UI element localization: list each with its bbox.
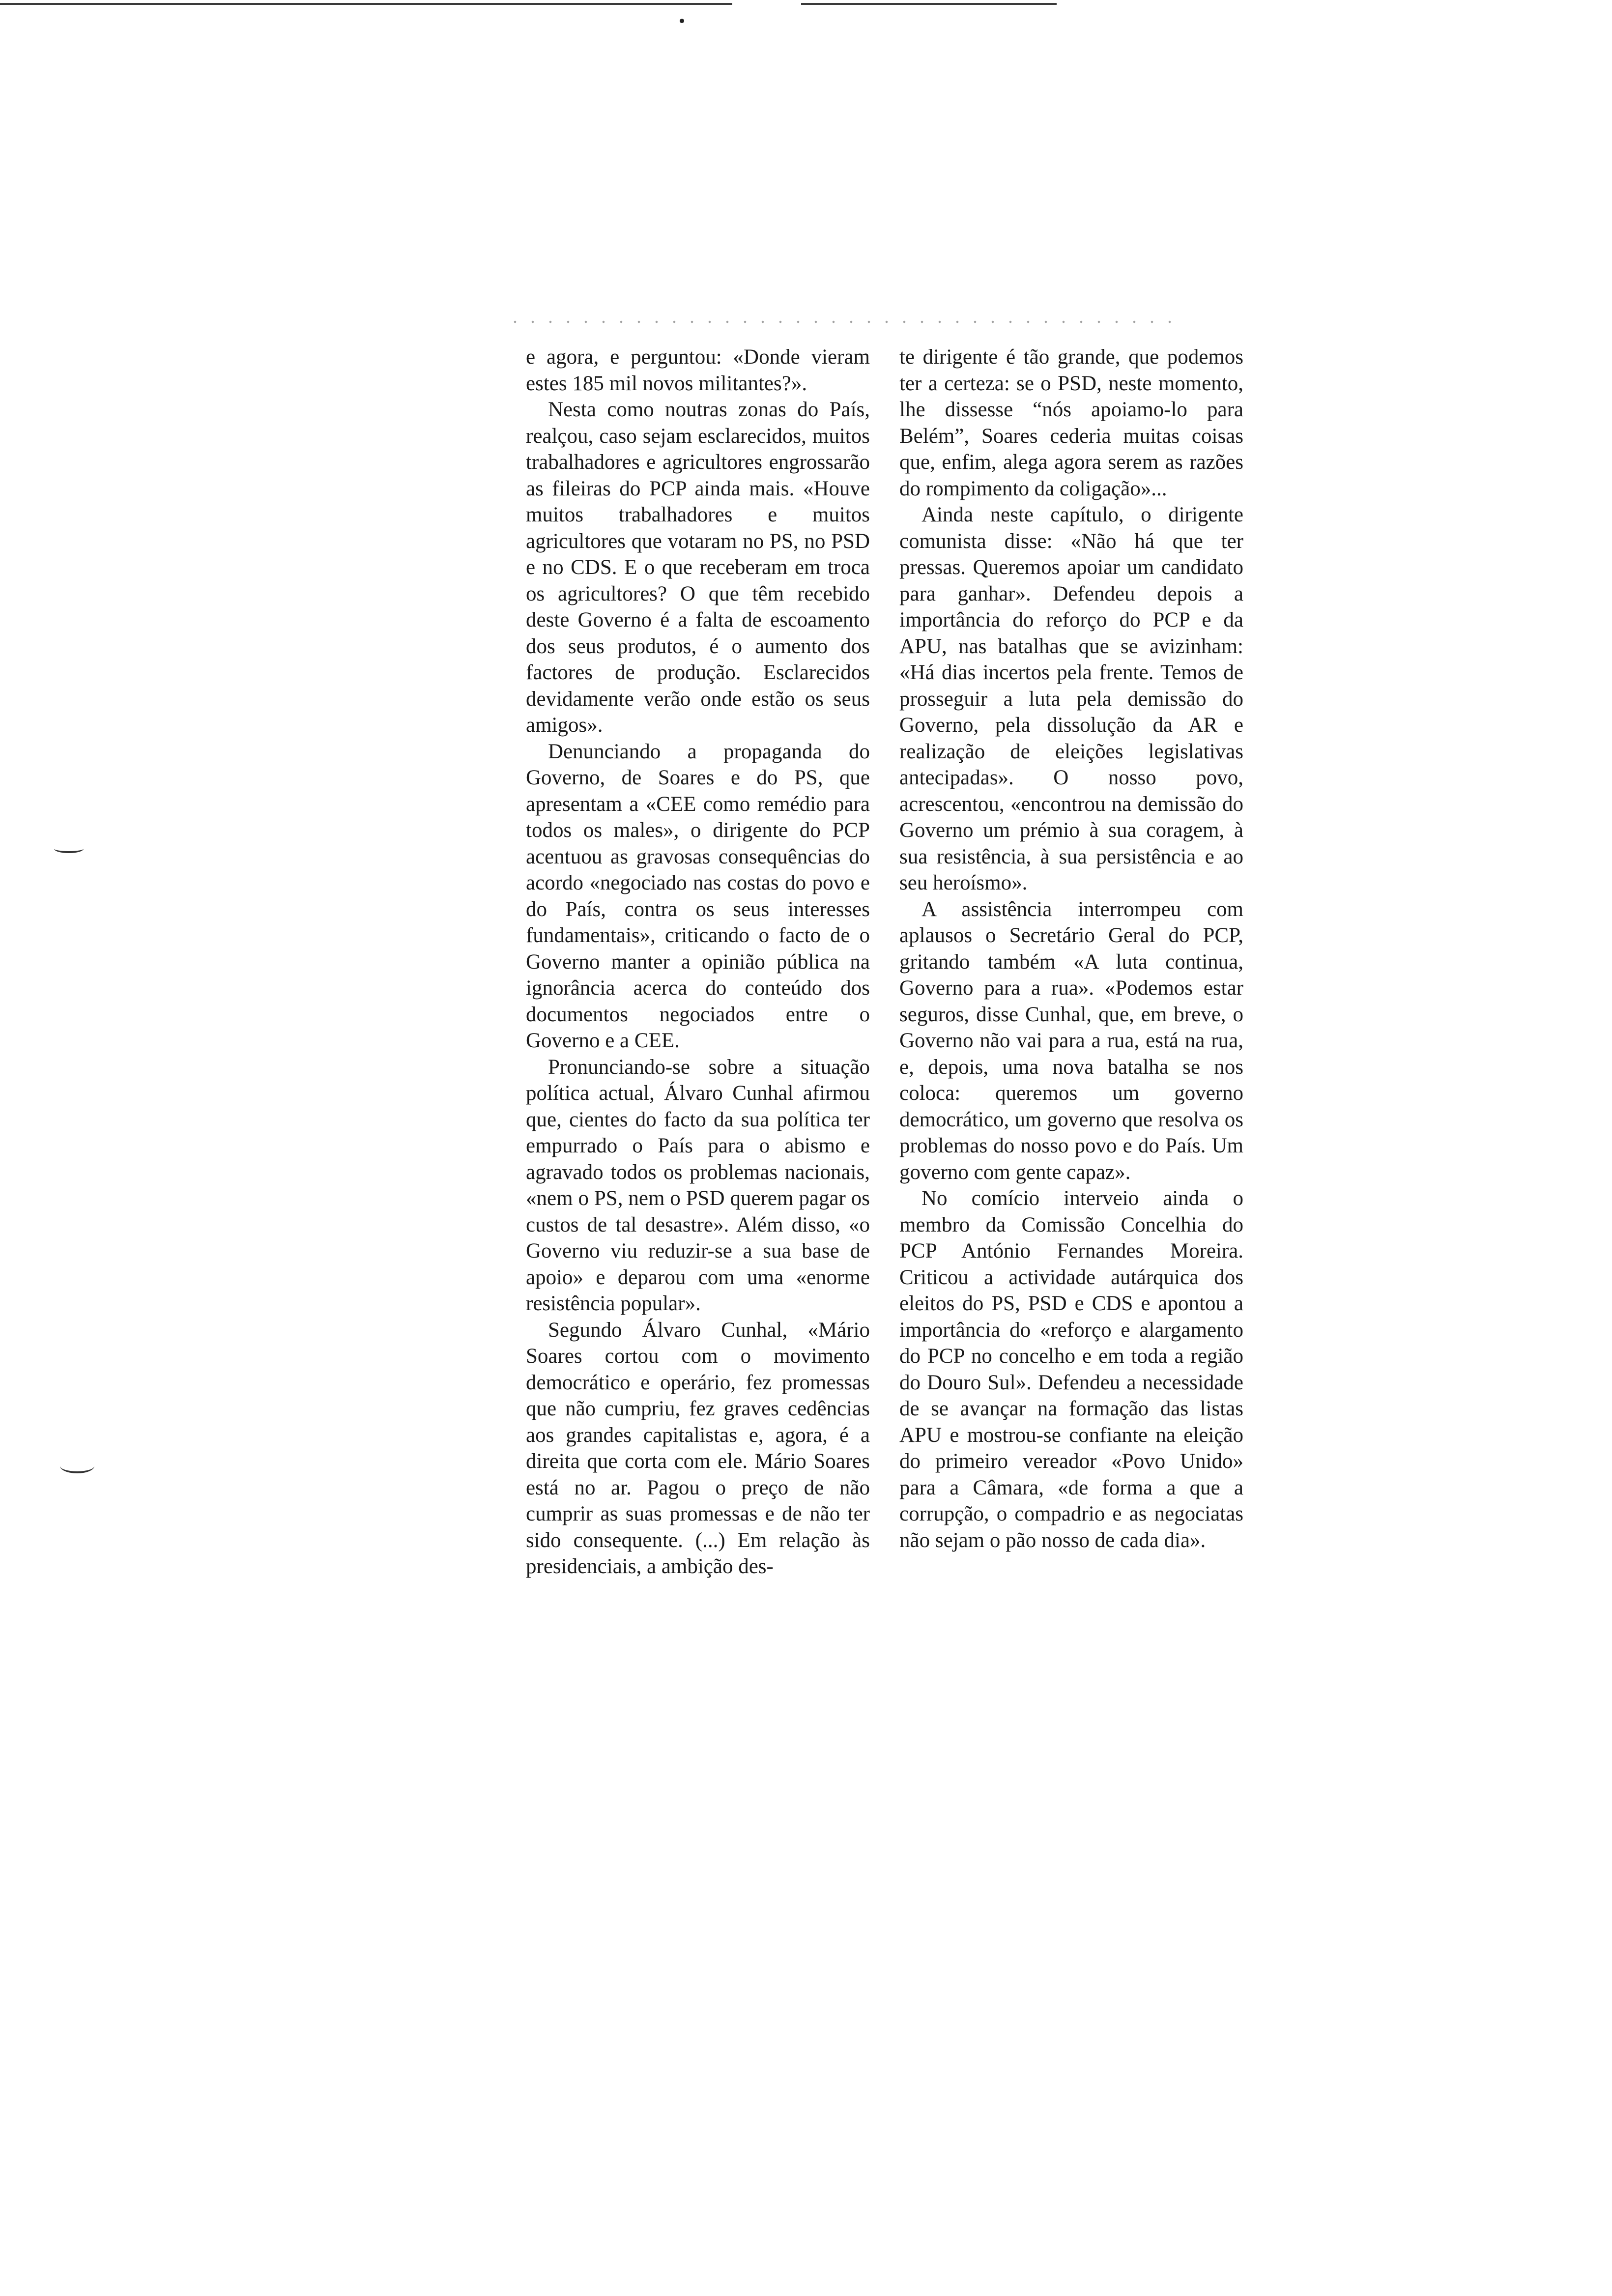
article-column-right: [899, 344, 1243, 1553]
top-rule-right: [801, 3, 1057, 5]
paragraph: Nesta como noutras zonas do País, realçou, caso sejam esclarecidos, muitos trabalhadores e agricultores engrossarão as fileiras do PCP ainda mais. «Houve muitos trabalhadores e muitos agricultores que votaram no PS, no PSD e no CDS. E o que receberam em troca os agricultores? O que têm recebido deste Governo é a falta de escoamento dos seus produtos, é o aumento dos factores de produção. Esclarecidos devidamente verão onde estão os seus amigos».: [526, 398, 870, 737]
paragraph: A assistência interrompeu com aplausos o Secretário Geral do PCP, gritando também «A luta continua, Governo para a rua». «Podemos estar seguros, disse Cunhal, que, em breve, o Governo não vai para a rua, está na rua, e, depois, uma nova batalha se nos coloca: queremos um governo democrático, um governo que resolva os problemas do nosso povo e do País. Um governo com gente capaz».: [899, 897, 1243, 1184]
paragraph: No comício interveio ainda o membro da Comissão Concelhia do PCP António Fernandes Moreira. Criticou a actividade autárquica dos eleitos do PS, PSD e CDS e apontou a importância do «reforço e alargamento do PCP no concelho e em toda a região do Douro Sul». Defendeu a necessidade de se avançar na formação das listas APU e mostrou-se confiante na eleição do primeiro vereador «Povo Unido» para a Câmara, «de forma a que a corrupção, o compadrio e as negociatas não sejam o pão nosso de cada dia».: [899, 1187, 1243, 1552]
margin-pencil-mark: [54, 844, 84, 853]
margin-pencil-mark: [60, 1459, 94, 1473]
paragraph: Segundo Álvaro Cunhal, «Mário Soares cortou com o movimento democrático e operário, fez promessas que não cumpriu, fez graves cedências aos grandes capitalistas e, agora, é a direita que corta com ele. Mário Soares está no ar. Pagou o preço de não cumprir as suas promessas e de não ter sido consequente. (...) Em relação às presidenciais, a ambição des-: [526, 1318, 870, 1578]
paragraph: e agora, e perguntou: «Donde vieram estes 185 mil novos militantes?».: [526, 345, 870, 395]
scan-speckles: [506, 317, 1180, 327]
paragraph: te dirigente é tão grande, que podemos ter a certeza: se o PSD, neste momento, lhe dissesse “nós apoiamo-lo para Belém”, Soares cederia muitas coisas que, enfim, alega agora serem as razões do rompimento da coligação»...: [899, 345, 1243, 500]
top-rule-left: [0, 3, 732, 5]
top-dot-mark: [680, 19, 684, 23]
paragraph: Denunciando a propaganda do Governo, de Soares e do PS, que apresentam a «CEE como remédio para todos os males», o dirigente do PCP acentuou as gravosas consequências do acordo «negociado nas costas do povo e do País, contra os seus interesses fundamentais», criticando o facto de o Governo manter a opinião pública na ignorância acerca do conteúdo dos documentos negociados entre o Governo e a CEE.: [526, 740, 870, 1052]
article-column-left: [526, 344, 870, 1580]
paragraph: Pronunciando-se sobre a situação política actual, Álvaro Cunhal afirmou que, cientes do facto da sua política ter empurrado o País para o abismo e agravado todos os problemas nacionais, «nem o PS, nem o PSD querem pagar os custos de tal desastre». Além disso, «o Governo viu reduzir-se a sua base de apoio» e deparou com uma «enorme resistência popular».: [526, 1055, 870, 1315]
paragraph: Ainda neste capítulo, o dirigente comunista disse: «Não há que ter pressas. Queremos apoiar um candidato para ganhar». Defendeu depois a importância do reforço do PCP e da APU, nas batalhas que se avizinham: «Há dias incertos pela frente. Temos de prosseguir a luta pela demissão do Governo, pela dissolução da AR e realização de eleições legislativas antecipadas». O nosso povo, acrescentou, «encontrou na demissão do Governo um prémio à sua coragem, à sua resistência, à sua persistência e ao seu heroísmo».: [899, 503, 1243, 894]
